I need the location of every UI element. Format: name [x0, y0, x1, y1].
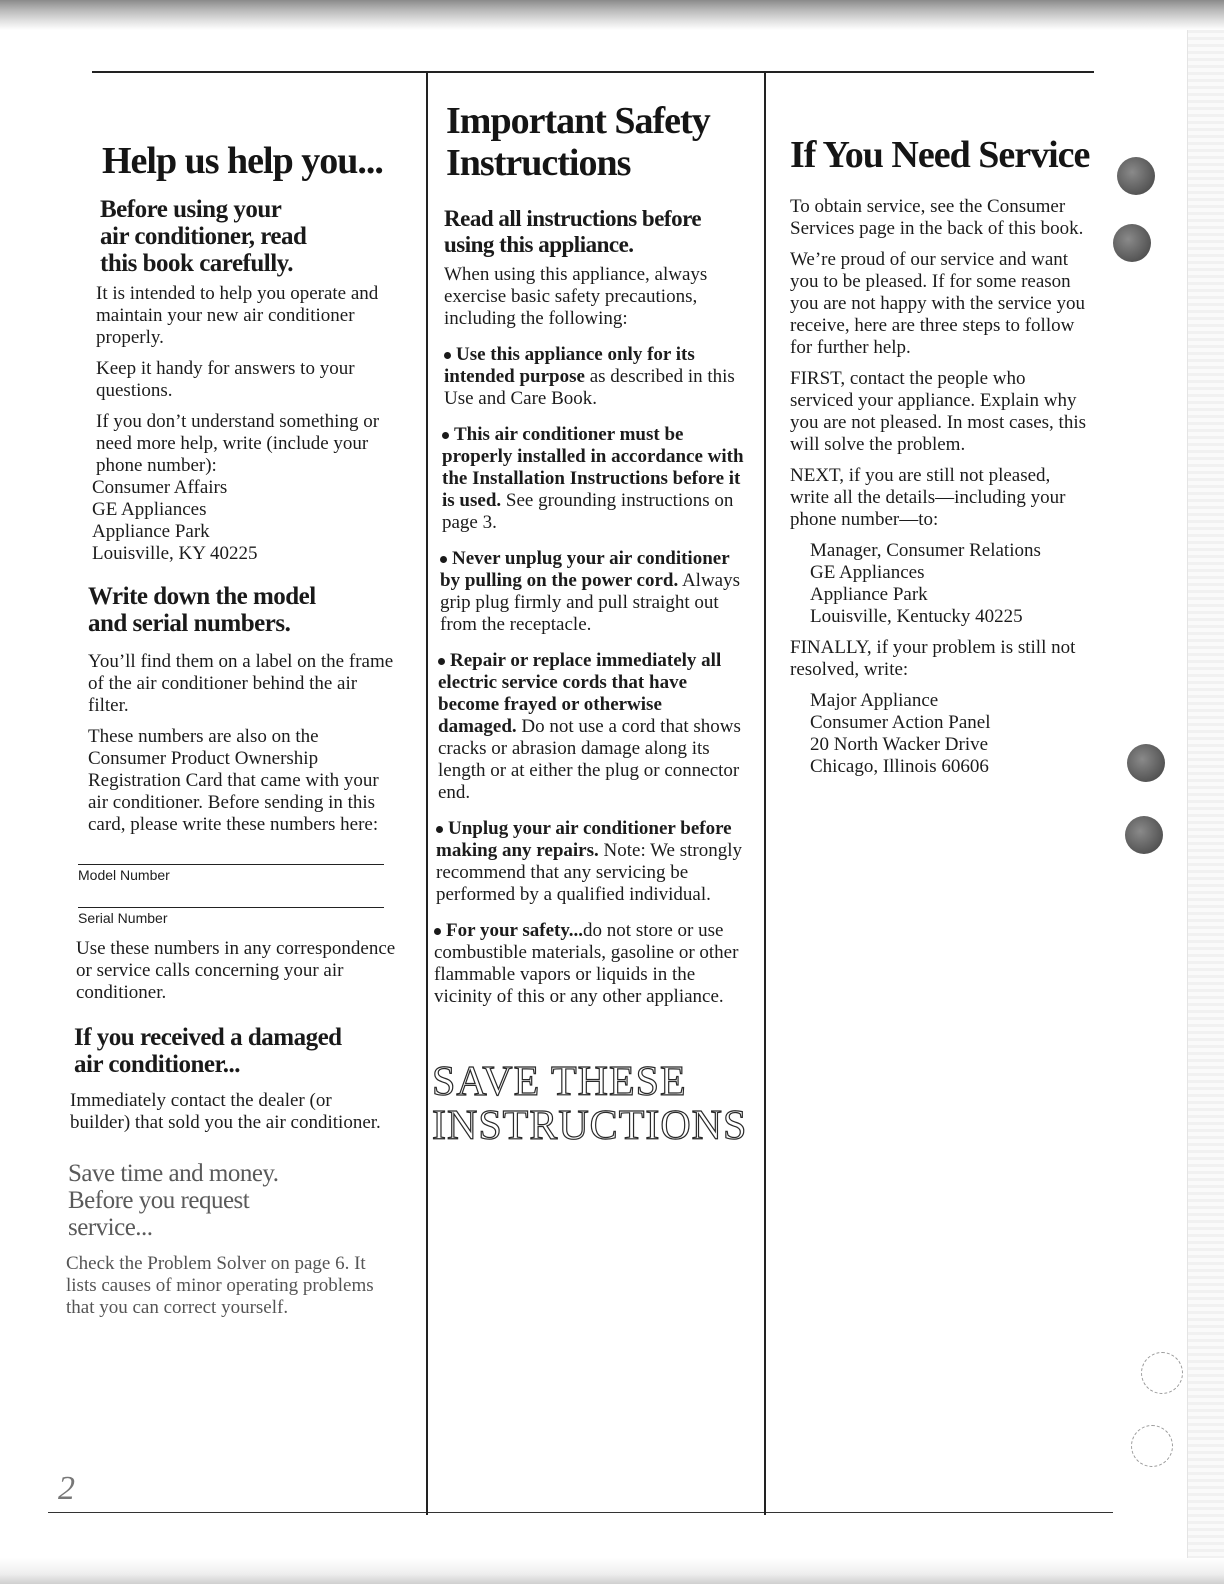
punch-hole — [1117, 157, 1155, 195]
column-help — [66, 140, 396, 1328]
model-number-label: Model Number — [78, 867, 170, 883]
bullet-icon — [438, 658, 445, 665]
column-divider-1 — [426, 71, 428, 1515]
save-instructions-heading: SAVE THESE INSTRUCTIONS — [432, 1059, 748, 1149]
intro-paragraph: It is intended to help you operate and maintain your new air conditioner properly. — [96, 283, 379, 348]
finally-step-paragraph: FINALLY, if your problem is still not resolved, write: — [790, 637, 1076, 680]
service-title: If You Need Service — [790, 134, 1090, 176]
scan-edge-right — [1187, 30, 1224, 1584]
safety-item-installation: This air conditioner must be properly installed in accordance with the Installation Instructions before it is used. See grounding instructions on page 3. — [442, 424, 744, 533]
serial-number-label: Serial Number — [78, 910, 168, 926]
column-divider-2 — [764, 71, 766, 1515]
proud-paragraph: We’re proud of our service and want you to be pleased. If for some reason you are not happy with the service you receive, here are three steps to follow for further help. — [790, 249, 1085, 358]
bullet-icon — [440, 556, 447, 563]
safety-item-intended-purpose: Use this appliance only for its intended purpose as described in this Use and Care Book. — [444, 344, 735, 409]
damaged-paragraph: Immediately contact the dealer (or builder) that sold you the air conditioner. — [70, 1090, 381, 1133]
keep-handy-paragraph: Keep it handy for answers to your questions. — [96, 358, 355, 401]
bottom-rule — [48, 1512, 1113, 1513]
page-number: 2 — [58, 1470, 75, 1507]
scan-edge-top — [0, 0, 1224, 30]
serial-number-field[interactable] — [78, 907, 384, 908]
top-rule — [92, 71, 1094, 73]
write-down-heading: Write down the model and serial numbers. — [88, 583, 316, 637]
need-help-paragraph: If you don’t understand something or need more help, write (include your phone number): — [96, 411, 380, 476]
safety-item-repair-cords: Repair or replace immediately all electric service cords that have become frayed or otherwise damaged. Do not use a cord that shows cracks or abrasion damage along its length or at either the plug or connector end. — [438, 650, 741, 803]
punch-hole — [1127, 744, 1165, 782]
bullet-icon — [442, 432, 449, 439]
damaged-heading: If you received a damaged air conditioner... — [74, 1024, 342, 1078]
save-time-heading: Save time and money. Before you request service... — [68, 1160, 279, 1241]
consumer-affairs-address: Consumer Affairs GE Appliances Appliance Park Louisville, KY 40225 — [92, 477, 258, 564]
model-number-field[interactable] — [78, 864, 384, 865]
first-step-paragraph: FIRST, contact the people who serviced your appliance. Explain why you are not pleased. In most cases, this will solve the problem. — [790, 368, 1087, 455]
punch-hole-ring — [1131, 1425, 1173, 1467]
safety-title: Important Safety Instructions — [446, 100, 710, 184]
label-location-paragraph: You’ll find them on a label on the frame of the air conditioner behind the air filter. — [88, 651, 394, 716]
safety-item-power-cord: Never unplug your air conditioner by pulling on the power cord. Always grip plug firmly and pull straight out from the receptacle. — [440, 548, 740, 635]
read-all-heading: Read all instructions before using this appliance. — [444, 206, 702, 257]
column-safety — [432, 100, 748, 1149]
use-numbers-paragraph: Use these numbers in any correspondence or service calls concerning your air conditioner. — [76, 938, 396, 1003]
safety-item-combustibles: For your safety...do not store or use combustible materials, gasoline or other flammable vapors or liquids in the vicinity of this or any other appliance. — [434, 920, 739, 1007]
punch-hole — [1113, 224, 1151, 262]
scan-edge-bottom — [0, 1558, 1224, 1584]
bullet-icon — [434, 928, 441, 935]
next-step-paragraph: NEXT, if you are still not pleased, write all the details—including your phone number—to: — [790, 465, 1066, 530]
column-service — [790, 134, 1090, 787]
punch-hole-ring — [1141, 1352, 1183, 1394]
bullet-icon — [444, 352, 451, 359]
bullet-icon — [436, 826, 443, 833]
problem-solver-paragraph: Check the Problem Solver on page 6. It lists causes of minor operating problems that you can correct yourself. — [66, 1253, 374, 1318]
safety-intro: When using this appliance, always exercise basic safety precautions, including the following: — [444, 264, 708, 329]
safety-item-unplug: Unplug your air conditioner before making any repairs. Note: We strongly recommend that any servicing be performed by a qualified individual. — [436, 818, 743, 905]
obtain-service-paragraph: To obtain service, see the Consumer Services page in the back of this book. — [790, 196, 1084, 239]
consumer-action-panel-address: Major Appliance Consumer Action Panel 20 North Wacker Drive Chicago, Illinois 60606 — [810, 690, 991, 777]
before-using-heading: Before using your air conditioner, read this book carefully. — [100, 196, 307, 277]
punch-hole — [1125, 816, 1163, 854]
registration-card-paragraph: These numbers are also on the Consumer Product Ownership Registration Card that came with your air conditioner. Before sending in this card, please write these numbers here: — [88, 726, 379, 835]
help-title: Help us help you... — [102, 140, 383, 182]
consumer-relations-address: Manager, Consumer Relations GE Appliances Appliance Park Louisville, Kentucky 40225 — [810, 540, 1041, 627]
